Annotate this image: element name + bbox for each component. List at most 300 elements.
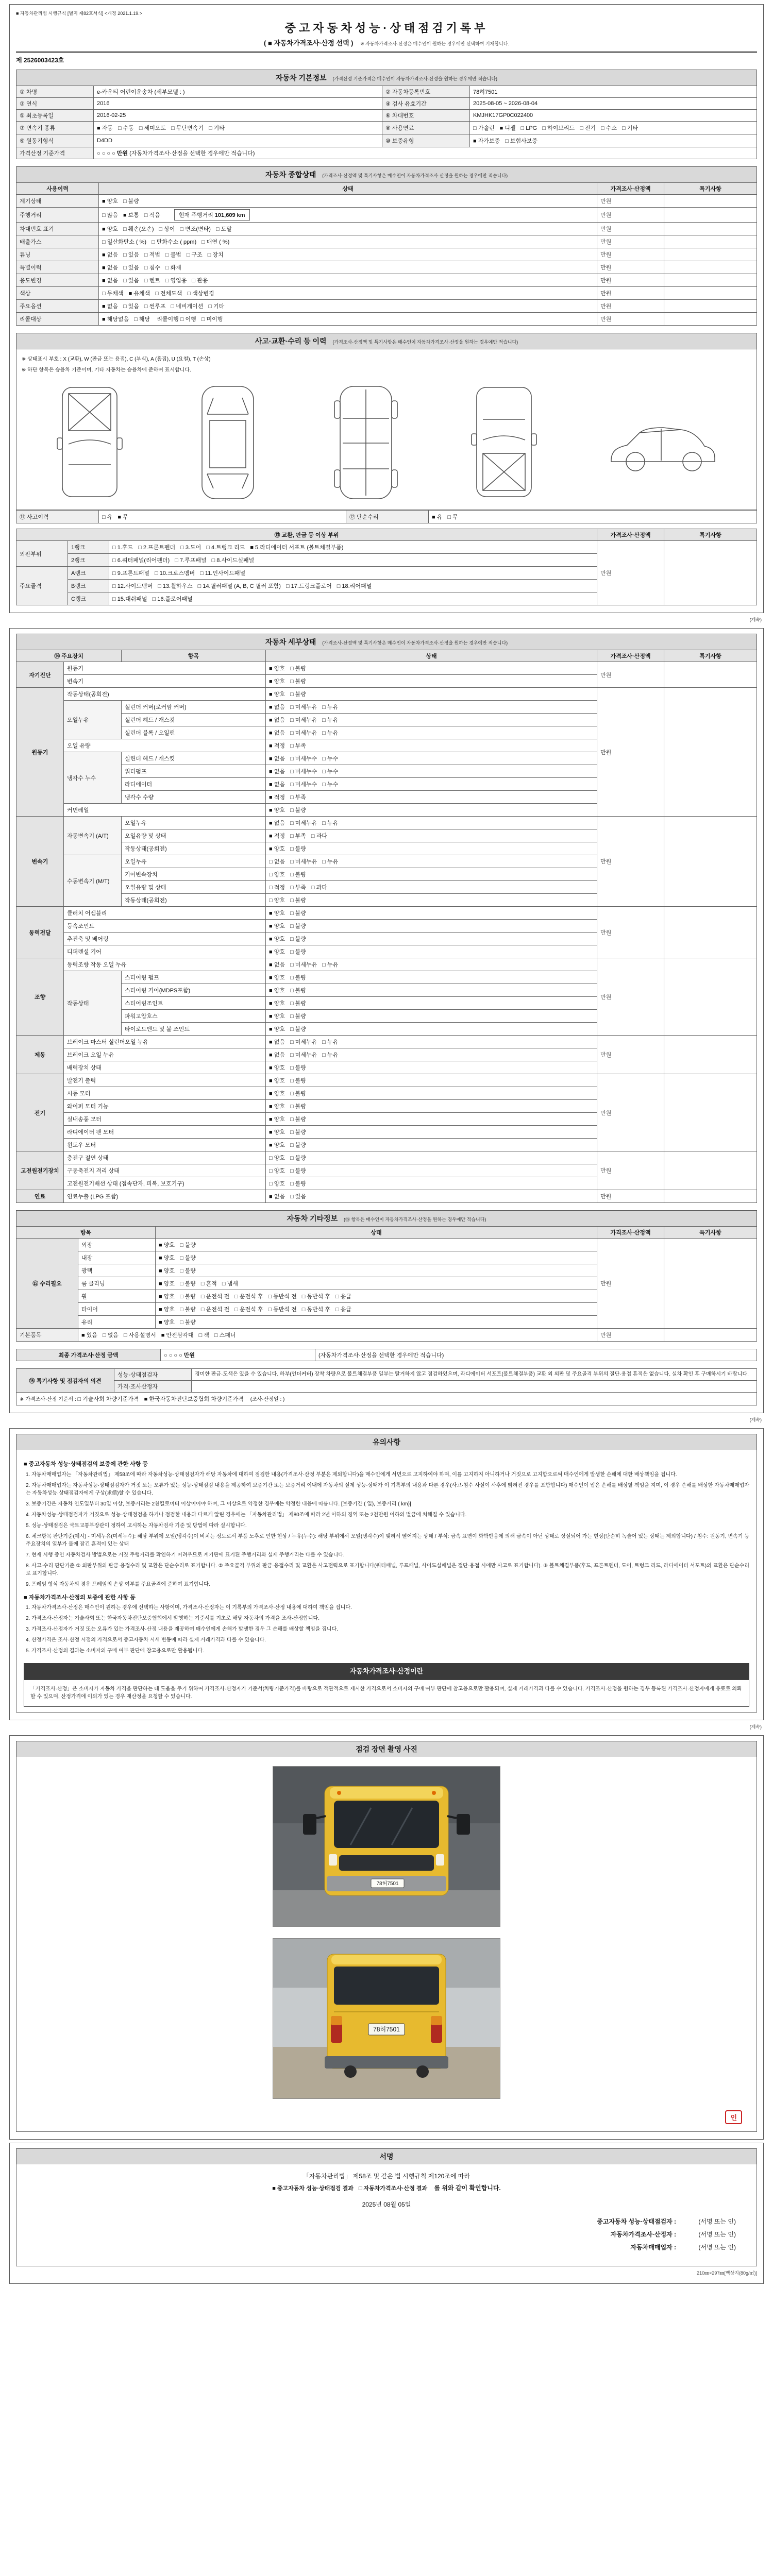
table-row — [16, 223, 757, 235]
checkbox-option[interactable]: □ 관용 — [192, 278, 208, 284]
checkbox-option[interactable]: □ 보험사보증 — [505, 138, 538, 144]
note-cell — [664, 1190, 757, 1203]
checkbox-option[interactable]: □ 상이 — [159, 226, 175, 232]
checkbox-option[interactable]: □ 운전석 전 — [200, 1294, 230, 1300]
checkbox-option[interactable]: □ 무채색 — [102, 291, 124, 297]
checkbox-option[interactable]: □ 누유 — [322, 859, 339, 865]
checkbox-option[interactable]: □ 부족 — [290, 743, 306, 749]
notice-b-list — [24, 1604, 749, 1655]
detail-item-state — [266, 1036, 597, 1048]
detail-row — [16, 662, 757, 675]
checkbox-option[interactable]: ■ 양호 — [159, 1307, 175, 1313]
checkbox-option[interactable]: □ 운전석 후 — [234, 1307, 263, 1313]
checkbox-option[interactable]: □ 불량 — [290, 1129, 306, 1136]
notice-b-title: ■ 자동차가격조사·산정의 보증에 관한 사항 등 — [24, 1594, 136, 1601]
price-cell: 만원 — [597, 1151, 664, 1190]
transmission-type-checks — [94, 122, 382, 134]
checkbox-option[interactable]: □ 매연 ( %) — [201, 239, 230, 245]
checkbox-option[interactable]: □ 누유 — [322, 1052, 339, 1058]
checkbox-option[interactable]: □ 전기 — [580, 125, 596, 131]
checkbox-option[interactable]: □ 미세누유 — [290, 962, 317, 968]
checkbox-option[interactable]: ■ 양호 — [159, 1319, 175, 1326]
checkbox-option[interactable]: □ 미세누수 — [290, 769, 317, 775]
checkbox-option[interactable]: □ 16.플로어패널 — [152, 596, 193, 602]
detail-item-state — [266, 1151, 597, 1164]
checkbox-option[interactable]: □ 적음 — [144, 212, 160, 218]
checkbox-option[interactable]: ■ 유채색 — [128, 291, 150, 297]
detail-item-state — [266, 958, 597, 971]
state-cell: ■ 해당없음 □ 해당 리콜이행 □ 이행 □ 미이행 — [99, 313, 597, 326]
checkbox-option[interactable]: □ 불량 — [290, 846, 306, 852]
device-subgroup-label: 오일누유 — [64, 701, 122, 739]
price-cell: 만원 — [597, 287, 664, 300]
detail-item-label: 오일누유 — [122, 817, 266, 829]
checkbox-option[interactable]: □ 동반석 후 — [301, 1294, 330, 1300]
checkbox-option[interactable]: □ 잭 — [198, 1332, 209, 1338]
checkbox-option[interactable]: □ 1.후드 — [112, 545, 133, 551]
checkbox-option[interactable]: □ 네비게이션 — [171, 303, 204, 310]
checkbox-option[interactable]: □ 불량 — [290, 1104, 306, 1110]
notice-item: 9. 프레임 형식 자동차의 경우 프레임의 손상 여부를 주요골격에 준하여 표기합니다. — [26, 1581, 210, 1587]
checkbox-option[interactable]: □ 3.도어 — [180, 545, 201, 551]
checkbox-option[interactable]: □ 불량 — [290, 679, 306, 685]
checkbox-option[interactable]: □ 운전석 전 — [200, 1307, 230, 1313]
checkbox-option[interactable]: □ 미세누수 — [290, 756, 317, 762]
checkbox-option[interactable]: ■ 양호 — [269, 679, 285, 685]
detail-item-label: 작동상태(공회전) — [64, 688, 266, 701]
checkbox-option[interactable]: ■ 양호 — [269, 1065, 285, 1071]
checkbox-option[interactable]: ■ 양호 — [269, 691, 285, 698]
checkbox-option[interactable]: □ 무단변속기 — [171, 125, 204, 131]
detail-item-state — [266, 855, 597, 868]
notice-item: 5. 성능·상태점검은 국토교통부장관이 정하여 고시하는 자동차검사 기준 및 방법에 따라 실시합니다. — [26, 1522, 247, 1529]
checkbox-option[interactable]: □ 미세누유 — [290, 717, 317, 723]
detail-item-state — [266, 1190, 597, 1203]
checkbox-option[interactable]: □ 미세누유 — [290, 730, 317, 736]
checkbox-option[interactable]: □ 세미오토 — [139, 125, 166, 131]
detail-item-label: 실린더 헤드 / 개스킷 — [122, 752, 266, 765]
checkbox-option[interactable]: □ 누유 — [322, 820, 339, 826]
checkbox-option[interactable]: □ 불법 — [165, 252, 181, 258]
checkbox-option[interactable]: □ 불량 — [290, 1013, 306, 1020]
table-row — [16, 261, 757, 274]
opinion-section-label: ⑯ 특기사항 및 점검자의 의견 — [16, 1369, 114, 1393]
checkbox-option[interactable]: ■ 양호 — [269, 1142, 285, 1148]
checkbox-option[interactable]: □ 수동 — [117, 125, 134, 131]
checkbox-option[interactable]: □ 12.사이드멤버 — [112, 583, 153, 589]
checkbox-option[interactable]: □ 불량 — [290, 949, 306, 955]
checkbox-option[interactable]: □ 누유 — [322, 962, 339, 968]
checkbox-option[interactable]: ■ 적정 — [269, 833, 285, 839]
checkbox-option[interactable]: ■ 없음 — [102, 252, 118, 258]
detail-item-state — [266, 791, 597, 804]
notice-item: 4. 산정가격은 조사·산정 시점의 가격으로서 중고자동차 시세 변동에 따라 실제 거래가격과 다를 수 있습니다. — [26, 1637, 266, 1643]
appraiser-opinion — [192, 1381, 757, 1393]
checkbox-option[interactable]: ■ 적정 — [269, 794, 285, 801]
note-cell — [664, 248, 757, 261]
checkbox-option[interactable]: ■ 없음 — [269, 820, 285, 826]
detail-item-state — [266, 1139, 597, 1151]
checkbox-option[interactable]: ■ 양호 — [269, 1026, 285, 1032]
checkbox-option[interactable]: □ 있음 — [123, 252, 139, 258]
base-price: ○ ○ ○ ○ 만원 (자동차가격조사·산정을 선택한 경우에만 적습니다) — [94, 147, 757, 159]
checkbox-option[interactable]: □ 불량 — [290, 1026, 306, 1032]
checkbox-option[interactable]: □ 도말 — [215, 226, 232, 232]
checkbox-option[interactable]: ■ 해당없음 — [102, 316, 129, 323]
checkbox-option[interactable]: ■ 보통 — [123, 212, 139, 218]
checkbox-option[interactable]: □ 침수 — [144, 265, 160, 271]
checkbox-option[interactable]: ■ 양호 — [159, 1281, 175, 1287]
checkbox-option[interactable]: ■ 없음 — [269, 1052, 285, 1058]
price-cell: 만원 — [597, 1074, 664, 1151]
checkbox-option[interactable]: □ 적법 — [144, 252, 160, 258]
detail-item-label: 고전원전기배선 상태 (접속단자, 피복, 보호기구) — [64, 1177, 266, 1190]
checkbox-option[interactable]: □ 불량 — [290, 1155, 306, 1161]
checkbox-option[interactable]: ■ 디젤 — [499, 125, 516, 131]
checkbox-option[interactable]: ■ 양호 — [269, 1078, 285, 1084]
checkbox-option[interactable]: □ 불량 — [290, 872, 306, 878]
checkbox-option[interactable]: ■ 양호 — [269, 1116, 285, 1123]
detail-item-label: 스티어링 기어(MDPS포함) — [122, 984, 266, 997]
checkbox-option[interactable]: ■ 양호 — [269, 1104, 285, 1110]
checkbox-option[interactable]: □ 불량 — [290, 1001, 306, 1007]
row-label: 외장 — [78, 1239, 156, 1251]
checkbox-option[interactable]: □ 사용설명서 — [123, 1332, 156, 1338]
field-label: ⑤ 최초등록일 — [16, 110, 94, 122]
checkbox-option[interactable]: □ 미세누유 — [290, 1052, 317, 1058]
notice-item: 1. 자동차매매업자는 「자동차관리법」 제58조에 따라 자동차성능·상태점검자가 해당 자동차에 대하여 점검한 내용(가격조사·산정 부분은 제외합니다)을 매수인에게 서면으로 고지하여야 하며, 이를 고지하지 아니하거나 거짓으로 고지함으로써 매수인에게 발생한 손해에 대한 배상책임을 집니다. — [26, 1471, 677, 1478]
checkbox-option[interactable]: □ 과다 — [311, 885, 327, 891]
checkbox-option[interactable]: □ 불량 — [290, 1065, 306, 1071]
notice-block — [9, 1428, 764, 1720]
checkbox-option[interactable]: ■ 없음 — [269, 782, 285, 788]
checkbox-option[interactable]: ■ 없음 — [269, 1039, 285, 1045]
checkbox-option[interactable]: □ 전체도색 — [155, 291, 182, 297]
checkbox-option[interactable]: □ 17.트렁크플로어 — [285, 583, 332, 589]
checkbox-option[interactable]: ■ 없음 — [269, 756, 285, 762]
price-cell: 만원 — [597, 817, 664, 907]
section-title-basic — [16, 70, 757, 86]
notice-item: 1. 자동차가격조사·산정은 매수인이 원하는 경우에 선택하는 사항이며, 가격조사·산정자는 이 기록부의 가격조사·산정 내용에 대하여 책임을 집니다. — [26, 1605, 352, 1611]
checkbox-option[interactable]: □ 불량 — [290, 1181, 306, 1187]
checkbox-option[interactable]: □ 영업용 — [165, 278, 187, 284]
state-cell — [156, 1303, 597, 1316]
checkbox-option[interactable]: □ 불량 — [290, 1091, 306, 1097]
state-cell — [156, 1290, 597, 1303]
form-page-2 — [9, 628, 764, 1413]
checkbox-option[interactable]: □ 응급 — [335, 1307, 351, 1313]
checkbox-option[interactable]: □ 하이브리드 — [542, 125, 575, 131]
checkbox-option[interactable]: □ 불량 — [290, 936, 306, 942]
checkbox-option[interactable]: ■ 양호 — [159, 1242, 175, 1248]
checkbox-option[interactable]: □ 과다 — [311, 833, 327, 839]
checkbox-option[interactable]: ■ 없음 — [102, 265, 118, 271]
checkbox-option[interactable]: □ 누수 — [322, 782, 339, 788]
checkbox-option[interactable]: ■ 양호 — [269, 807, 285, 814]
checkbox-option[interactable]: ■ 5.라디에이터 서포트 (볼트체결부품) — [250, 545, 344, 551]
checkbox-option[interactable]: □ 수소 — [601, 125, 617, 131]
price-cell: 만원 — [597, 235, 664, 248]
checkbox-option[interactable]: □ 불량 — [290, 988, 306, 994]
price-cell: 만원 — [597, 1329, 664, 1342]
checkbox-option[interactable]: ■ 양호 — [159, 1255, 175, 1261]
checkbox-option[interactable]: □ 불량 — [290, 1116, 306, 1123]
checkbox-option[interactable]: □ 불량 — [179, 1268, 196, 1274]
checkbox-option[interactable]: □ 미세누유 — [290, 1039, 317, 1045]
row-label: 휠 — [78, 1290, 156, 1303]
checkbox-option[interactable]: ■ 없음 — [269, 717, 285, 723]
checkbox-option[interactable]: □ 미이행 — [201, 316, 223, 323]
checkbox-option[interactable]: □ 동반석 전 — [268, 1294, 297, 1300]
checkbox-option[interactable]: ■ 없음 — [269, 769, 285, 775]
checkbox-option[interactable]: □ 색상변경 — [187, 291, 214, 297]
checkbox-option[interactable]: ■ 양호 — [102, 198, 118, 205]
checkbox-option[interactable]: □ 18.리어패널 — [337, 583, 372, 589]
price-cell: 만원 — [597, 958, 664, 1036]
checkbox-option[interactable]: □ 구조 — [186, 252, 203, 258]
detail-row — [16, 817, 757, 829]
checkbox-option[interactable]: □ 11.인사이드패널 — [200, 570, 246, 577]
checkbox-option[interactable]: □ 없음 — [269, 859, 285, 865]
note-cell — [664, 662, 757, 688]
checkbox-option[interactable]: □ 불량 — [290, 923, 306, 929]
car-diagram-rear-open — [465, 382, 543, 503]
checkbox-option[interactable]: □ 부족 — [290, 885, 306, 891]
checkbox-option[interactable]: □ 기타 — [208, 303, 225, 310]
checkbox-option[interactable]: □ LPG — [520, 125, 537, 131]
checkbox-option[interactable]: □ 양호 — [269, 897, 285, 904]
checkbox-option[interactable]: □ 없음 — [102, 1332, 119, 1338]
checkbox-option[interactable]: □ 부족 — [290, 794, 306, 801]
checkbox-option[interactable]: □ 있음 — [123, 265, 139, 271]
checkbox-option[interactable]: □ 응급 — [335, 1294, 351, 1300]
checkbox-option[interactable]: □ 흔적 — [200, 1281, 217, 1287]
checkbox-option[interactable]: □ 일산화탄소 ( %) — [102, 239, 147, 245]
checkbox-option[interactable]: □ 7.루프패널 — [175, 557, 207, 564]
price-cell: 만원 — [597, 541, 664, 605]
checkbox-option[interactable]: □ 미세누유 — [290, 859, 317, 865]
detail-row — [16, 1036, 757, 1048]
checkbox-option[interactable]: □ 불량 — [179, 1294, 196, 1300]
checkbox-option[interactable]: □ 6.쿼터패널(리어펜더) — [112, 557, 170, 564]
checkbox-option[interactable]: □ 썬루프 — [144, 303, 166, 310]
checkbox-option[interactable]: □ 누유 — [322, 704, 339, 710]
checkbox-option[interactable]: □ 불량 — [179, 1307, 196, 1313]
column-header: 특기사항 — [664, 183, 757, 195]
checkbox-option[interactable]: □ 누수 — [322, 756, 339, 762]
checkbox-option[interactable]: □ 누수 — [322, 769, 339, 775]
checkbox-option[interactable]: ■ 있음 — [81, 1332, 97, 1338]
checkbox-option[interactable]: □ 무 — [447, 514, 458, 520]
checkbox-option[interactable]: □ 불량 — [179, 1281, 196, 1287]
signer-suffix: (서명 또는 인) — [698, 2243, 736, 2251]
checkbox-option[interactable]: □ 기타 — [622, 125, 638, 131]
checkbox-option[interactable]: □ 훼손(오손) — [123, 226, 154, 232]
basic-info-table — [16, 86, 757, 159]
checkbox-option[interactable]: ■ 한국자동차진단보증협회 차량기준가격 — [144, 1396, 244, 1402]
checkbox-option[interactable]: ■ 양호 — [269, 923, 285, 929]
checkbox-option[interactable]: □ 9.프론트패널 — [112, 570, 150, 577]
checkbox-option[interactable]: ■ 양호 — [269, 846, 285, 852]
note-cell — [664, 541, 757, 605]
checkbox-option[interactable]: ■ 양호 — [269, 1129, 285, 1136]
checkbox-option[interactable]: ■ 없음 — [269, 730, 285, 736]
photos-block — [9, 1735, 764, 2140]
checkbox-option[interactable]: □ 양호 — [269, 1181, 285, 1187]
checkbox-option[interactable]: ■ 유 — [432, 514, 443, 520]
checkbox-option[interactable]: ■ 없음 — [269, 962, 285, 968]
checkbox-option[interactable]: □ 8.사이드실패널 — [211, 557, 255, 564]
checkbox-option[interactable]: □ 기술사회 차량기준가격 — [77, 1396, 139, 1402]
checkbox-option[interactable]: □ 운전석 후 — [234, 1294, 263, 1300]
checkbox-option[interactable]: □ 불량 — [290, 666, 306, 672]
checkbox-option[interactable]: □ 불량 — [290, 910, 306, 917]
detail-item-state — [266, 971, 597, 984]
checkbox-option[interactable]: ■ 양호 — [269, 910, 285, 917]
detail-row — [16, 958, 757, 971]
checkbox-option[interactable]: □ 불량 — [290, 807, 306, 814]
checkbox-option[interactable]: □ 15.대쉬패널 — [112, 596, 147, 602]
checkbox-option[interactable]: ■ 자가보증 — [473, 138, 500, 144]
sign-body — [16, 2164, 757, 2266]
detail-item-state — [266, 1048, 597, 1061]
checkbox-option[interactable]: □ 불량 — [290, 975, 306, 981]
price-appraisal-info-title: 자동차가격조사·산정이란 — [24, 1663, 749, 1680]
signer-role: 자동차매매업자 : — [630, 2243, 677, 2251]
checkbox-option[interactable]: ■ 양호 — [159, 1268, 175, 1274]
final-price-note: (자동차가격조사·산정을 선택한 경우에만 적습니다) — [315, 1349, 757, 1361]
checkbox-option[interactable]: □ 있음 — [123, 303, 139, 310]
row-label: 리콜대상 — [16, 313, 99, 326]
checkbox-option[interactable]: ■ 없음 — [102, 278, 118, 284]
checkbox-option[interactable]: □ 미세누유 — [290, 704, 317, 710]
checkbox-option[interactable]: □ 누유 — [322, 730, 339, 736]
checkbox-option[interactable]: ■ 적정 — [269, 743, 285, 749]
checkbox-option[interactable]: □ 양호 — [269, 872, 285, 878]
field-label: ① 차명 — [16, 86, 94, 98]
checkbox-option[interactable]: □ 동반석 전 — [268, 1307, 297, 1313]
column-header: 항목 — [122, 650, 266, 662]
checkbox-option[interactable]: □ 양호 — [269, 1168, 285, 1174]
checkbox-option[interactable]: □ 많음 — [102, 212, 118, 218]
checkbox-option[interactable]: □ 불량 — [290, 1142, 306, 1148]
checkbox-option[interactable]: ■ 양호 — [269, 1013, 285, 1020]
checkbox-option[interactable]: □ 불량 — [290, 1168, 306, 1174]
checkbox-option[interactable]: □ 렌트 — [144, 278, 160, 284]
checkbox-option[interactable]: □ 10.크로스멤버 — [155, 570, 195, 577]
price-cell: 만원 — [597, 1036, 664, 1074]
checkbox-option[interactable]: ■ 무 — [117, 514, 128, 520]
checkbox-option[interactable]: □ 미세누유 — [290, 820, 317, 826]
checkbox-option[interactable]: ■ 중고자동차 성능·상태점검 결과 — [272, 2185, 354, 2192]
price-cell: 만원 — [597, 1190, 664, 1203]
price-cell: 만원 — [597, 223, 664, 235]
checkbox-option[interactable]: ■ 양호 — [269, 988, 285, 994]
checkbox-option[interactable]: ■ 없음 — [269, 704, 285, 710]
checkbox-option[interactable]: ■ 없음 — [102, 303, 118, 310]
checkbox-option[interactable]: □ 4.트렁크 리드 — [206, 545, 245, 551]
checkbox-option[interactable]: □ 유 — [102, 514, 113, 520]
note-cell — [664, 1074, 757, 1151]
table-row — [16, 287, 757, 300]
checkbox-option[interactable]: □ 2.프론트펜더 — [138, 545, 176, 551]
checkbox-option[interactable]: □ 누유 — [322, 717, 339, 723]
checkbox-option[interactable]: ■ 양호 — [269, 666, 285, 672]
checkbox-option[interactable]: ■ 양호 — [269, 1091, 285, 1097]
table-row — [16, 1393, 757, 1405]
checkbox-option[interactable]: ■ 양호 — [269, 975, 285, 981]
vehicle-name: e-카운티 어린이운송차 (세부모델 : ) — [94, 86, 382, 98]
checkbox-option[interactable]: □ 이행 — [180, 316, 196, 323]
checkbox-option[interactable]: ■ 양호 — [269, 949, 285, 955]
note-cell — [664, 300, 757, 313]
checkbox-option[interactable]: □ 불량 — [179, 1319, 196, 1326]
notice-item: 8. 사고·수리 판단기준 ① 외판부위의 판금·용접수리 및 교환은 단순수리로 표기합니다. ② 주요골격 부위의 판금·용접수리 및 교환은 사고전력으로 표기합니다(쿼터패널, 루프패널, 사이드실패널은 절단·용접 시에만 사고로 표기합니다). ③ 볼트체결부품(후드, 프론트펜더, 도어, 트렁크 리드, 라디에이터 서포트)의 교환은 단순수리로 표기합니다. — [26, 1563, 749, 1577]
checkbox-option[interactable]: □ 있음 — [123, 278, 139, 284]
detail-item-state — [266, 997, 597, 1010]
checkbox-option[interactable]: □ 장치 — [207, 252, 224, 258]
checkbox-option[interactable]: □ 탄화수소 ( ppm) — [152, 239, 197, 245]
checkbox-option[interactable]: □ 가솔린 — [473, 125, 495, 131]
detail-item-label: 연료누출 (LPG 포함) — [64, 1190, 266, 1203]
rear-plate-text: 78허7501 — [373, 2025, 400, 2033]
checkbox-option[interactable]: □ 미세누수 — [290, 782, 317, 788]
checkbox-option[interactable]: □ 불량 — [179, 1255, 196, 1261]
section-title-text: 사고·교환·수리 등 이력 — [255, 337, 327, 345]
checkbox-option[interactable]: □ 불량 — [290, 691, 306, 698]
detail-item-state — [266, 701, 597, 714]
signer-role: 자동차가격조사·산정자 : — [610, 2230, 677, 2238]
checkbox-option[interactable]: □ 변조(변타) — [180, 226, 211, 232]
row-label: 광택 — [78, 1264, 156, 1277]
checkbox-option[interactable]: □ 불량 — [290, 897, 306, 904]
checkbox-option[interactable]: □ 불량 — [179, 1242, 196, 1248]
field-label: 가격산정 기준가격 — [16, 147, 94, 159]
basis-checks — [78, 1397, 249, 1402]
checkbox-option[interactable]: □ 있음 — [290, 1194, 306, 1200]
checkbox-option[interactable]: □ 불량 — [123, 198, 139, 205]
table-row — [16, 248, 757, 261]
checkbox-option[interactable]: □ 적정 — [269, 885, 285, 891]
checkbox-option[interactable]: □ 누유 — [322, 1039, 339, 1045]
inspection-photo-front — [273, 1766, 500, 1927]
checkbox-option[interactable]: □ 13.휠하우스 — [158, 583, 193, 589]
checkbox-option[interactable]: ■ 자동 — [97, 125, 113, 131]
detail-item-label: 발전기 출력 — [64, 1074, 266, 1087]
checkbox-option[interactable]: □ 냄새 — [222, 1281, 238, 1287]
checkbox-option[interactable]: □ 14.필러패널 (A, B, C 필러 포함) — [197, 583, 281, 589]
detail-row — [16, 907, 757, 920]
checkbox-option[interactable]: □ 자동차가격조사·산정 결과 — [358, 2185, 428, 2192]
checkbox-option[interactable]: ■ 양호 — [269, 1001, 285, 1007]
detail-item-state — [266, 894, 597, 907]
checkbox-option[interactable]: □ 스패너 — [214, 1332, 236, 1338]
checkbox-option[interactable]: □ 화재 — [165, 265, 181, 271]
checkbox-option[interactable]: ■ 양호 — [102, 226, 118, 232]
checkbox-option[interactable]: □ 해당 — [134, 316, 150, 323]
checkbox-option[interactable]: ■ 양호 — [159, 1294, 175, 1300]
notice-a-list — [24, 1471, 749, 1588]
checkbox-option[interactable]: □ 양호 — [269, 1155, 285, 1161]
checkbox-option[interactable]: □ 부족 — [290, 833, 306, 839]
checkbox-option[interactable]: ■ 안전삼각대 — [161, 1332, 194, 1338]
rank-label: B랭크 — [68, 580, 109, 592]
checkbox-option[interactable]: □ 동반석 후 — [301, 1307, 330, 1313]
checkbox-option[interactable]: □ 기타 — [208, 125, 225, 131]
checkbox-option[interactable]: □ 불량 — [290, 1078, 306, 1084]
checkbox-option[interactable]: ■ 양호 — [269, 936, 285, 942]
checkbox-option[interactable]: ■ 없음 — [269, 1194, 285, 1200]
